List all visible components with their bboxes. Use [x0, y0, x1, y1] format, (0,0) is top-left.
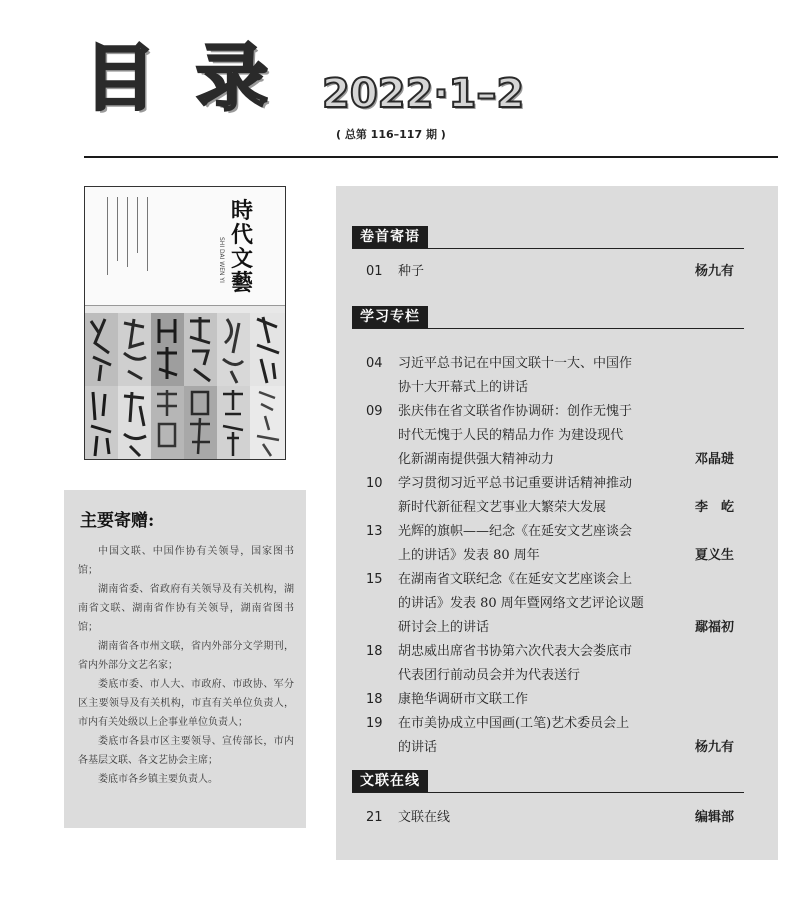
cover-title-char: 藝 [230, 270, 253, 296]
cover-pinyin: SHI DAI WEN YI [218, 237, 225, 283]
section-label: 学习专栏 [352, 306, 428, 328]
dedication-paragraph: 湖南省委、省政府有关领导及有关机构，湖南省文联、湖南省作协有关领导，湖南省图书馆； [78, 584, 294, 633]
entry-author: 邓晶琎 [694, 452, 734, 467]
entry-title-line: 文联在线 [398, 810, 451, 825]
dedication-panel [64, 490, 306, 828]
calligraphy-tile [151, 386, 184, 459]
cover-title-char: 時 [230, 198, 253, 224]
page-number: 04 [366, 356, 383, 371]
calligraphy-tile [85, 313, 118, 386]
entry-title-line: 新时代新征程文艺事业大繁荣大发展 [398, 500, 607, 515]
section-label: 文联在线 [352, 770, 428, 792]
calligraphy-tile [118, 386, 151, 459]
entry-title [398, 568, 674, 640]
total-issue-number: ( 总第 116–117 期 ) [336, 128, 446, 141]
section-header [352, 770, 744, 793]
entry-title [398, 352, 674, 400]
dedication-paragraph: 湖南省各市州文联，省内外部分文学期刊，省内外部分文艺名家； [78, 641, 294, 671]
entry-author: 杨九有 [694, 740, 734, 755]
toc-title-char-2: 录 [196, 36, 271, 120]
entry-title-line: 时代无愧于人民的精品力作 为建设现代 [398, 428, 624, 443]
page-number: 15 [366, 572, 383, 587]
entry-title-line: 协十大开幕式上的讲话 [398, 380, 529, 395]
entry-title-line: 习近平总书记在中国文联十一大、中国作 [398, 356, 633, 371]
entry-title-line: 光辉的旗帜——纪念《在延安文艺座谈会 [398, 524, 633, 539]
toc-title-char-1: 目 [84, 36, 159, 120]
table-of-contents [336, 186, 778, 860]
entry-title-line: 代表团行前动员会并为代表送行 [398, 668, 581, 683]
calligraphy-tile [250, 313, 285, 386]
entry-title [398, 520, 674, 568]
cover-calligraphy-grid [85, 313, 285, 459]
entry-title-line: 的讲话》发表 80 周年暨网络文艺评论议题 [398, 596, 644, 611]
page-number: 09 [366, 404, 383, 419]
entry-title-line: 胡忠威出席省书协第六次代表大会娄底市 [398, 644, 633, 659]
page-number: 18 [366, 692, 383, 707]
entry-title-line: 上的讲话》发表 80 周年 [398, 548, 540, 563]
cover-rule [127, 197, 128, 267]
page-number: 21 [366, 810, 383, 825]
calligraphy-tile [250, 386, 285, 459]
cover-rule [117, 197, 118, 261]
entry-title [398, 712, 674, 760]
entry-title-line: 在湖南省文联纪念《在延安文艺座谈会上 [398, 572, 633, 587]
section-label: 卷首寄语 [352, 226, 428, 248]
calligraphy-tile [184, 386, 217, 459]
entry-title [398, 400, 674, 472]
entry-author: 杨九有 [694, 264, 734, 279]
page-number: 01 [366, 264, 383, 279]
entry-author: 鄢福初 [694, 620, 734, 635]
section-header [352, 306, 744, 329]
cover-top-panel [85, 187, 285, 313]
dedication-body [78, 542, 294, 789]
entry-title-line: 的讲话 [398, 740, 438, 755]
entry-title [398, 806, 674, 830]
page-number: 19 [366, 716, 383, 731]
cover-title-char: 代 [230, 222, 253, 248]
entry-title [398, 688, 674, 712]
entry-title [398, 640, 674, 688]
dedication-paragraph: 娄底市各乡镇主要负责人。 [98, 774, 218, 785]
cover-title-char: 文 [230, 246, 253, 272]
cover-title [229, 199, 255, 295]
entry-title-line: 研讨会上的讲话 [398, 620, 490, 635]
magazine-cover-image [84, 186, 286, 460]
section-header [352, 226, 744, 249]
header-divider [84, 156, 778, 158]
calligraphy-tile [184, 313, 217, 386]
dedication-title: 主要寄赠: [80, 511, 155, 531]
dedication-paragraph: 娄底市委、市人大、市政府、市政协、军分区主要领导及有关机构，市直有关单位负责人，市内有关处级以上企事业单位负责人； [78, 679, 294, 728]
cover-rule [137, 197, 138, 253]
entry-title [398, 260, 674, 284]
page-number: 18 [366, 644, 383, 659]
entry-title-line: 学习贯彻习近平总书记重要讲话精神推动 [398, 476, 633, 491]
calligraphy-tile [217, 313, 250, 386]
issue-date: 2022·1–2 [322, 71, 525, 117]
entry-author: 李 屹 [694, 500, 734, 515]
entry-author: 编辑部 [694, 810, 734, 825]
dedication-paragraph: 中国文联、中国作协有关领导，国家图书馆； [78, 546, 294, 576]
entry-title-line: 在市美协成立中国画(工笔)艺术委员会上 [398, 716, 630, 731]
calligraphy-tile [118, 313, 151, 386]
page-number: 10 [366, 476, 383, 491]
calligraphy-tile [217, 386, 250, 459]
entry-title-line: 化新湖南提供强大精神动力 [398, 452, 555, 467]
calligraphy-tile [85, 386, 118, 459]
dedication-paragraph: 娄底市各县市区主要领导、宣传部长，市内各基层文联、各文艺协会主席； [78, 736, 294, 766]
entry-title-line: 种子 [398, 264, 425, 279]
entry-title-line: 张庆伟在省文联省作协调研：创作无愧于 [398, 404, 633, 419]
cover-rule [147, 197, 148, 271]
entry-title-line: 康艳华调研市文联工作 [398, 692, 529, 707]
cover-rule [107, 197, 108, 275]
entry-author: 夏义生 [694, 548, 734, 563]
page-number: 13 [366, 524, 383, 539]
calligraphy-tile [151, 313, 184, 386]
entry-title [398, 472, 674, 520]
